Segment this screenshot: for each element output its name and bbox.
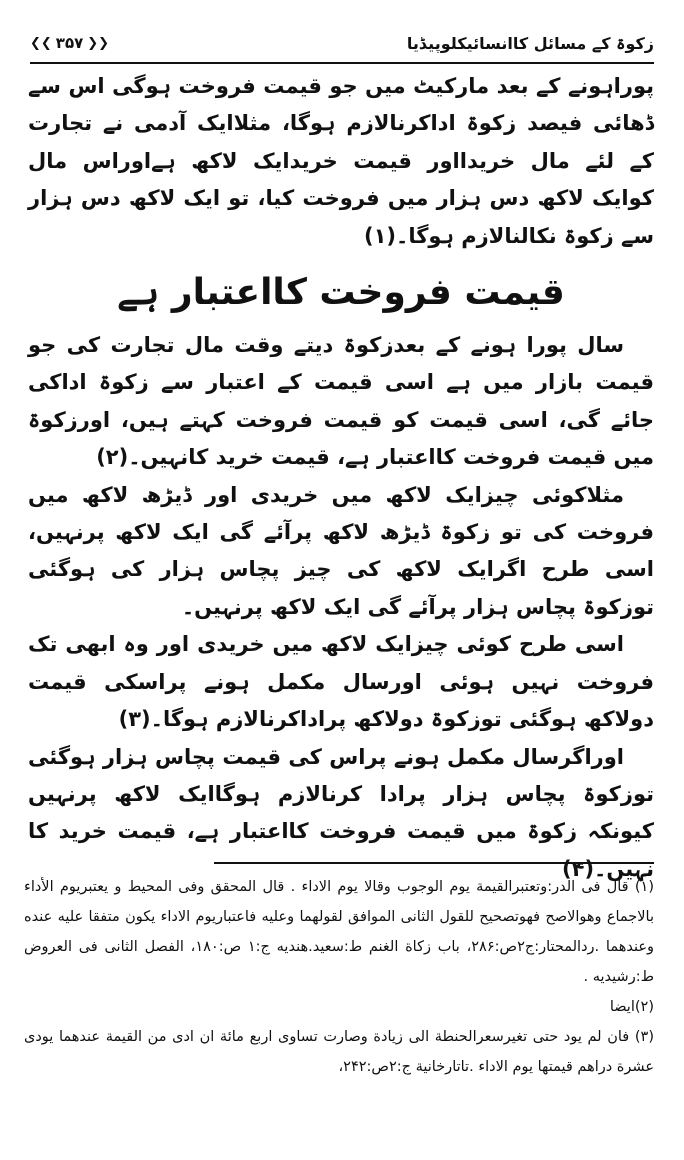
running-header xyxy=(30,26,654,60)
footnote: (۱) قال فی الدر:وتعتبرالقیمة یوم الوجوب وقالا یوم الاداء . قال المحقق وفی المحیط و یعتبریوم الأداء بالاجماع وهوالاصح فهوتصحیح للقول الثانی الموافق لقولهما وعلیه فاعتباریوم الاداء یکون متفقا علیه عنده وعندهما .ردالمحتار:ج۲ص:۲۸۶، باب زکاة الغنم ط:سعید.هندیه ج:۱ ص:۱۸۰، الفصل الثانی فی العروض ط:رشیدیه . xyxy=(24,879,654,985)
footnote: (۳) فان لم یود حتی تغیرسعرالحنطة الی زیادة وصارت تساوی اربع مائة ان ادی من القیمة عندهما یودی عشرة دراهم قیمتها یوم الاداء .تاتارخانیة ج:۲ص:۲۴۲، xyxy=(24,1029,654,1075)
page-number-box xyxy=(30,34,109,52)
section-paragraph: سال پورا ہونے کے بعدزکوۃ دیتے وقت مال تجارت کی جو قیمت بازار میں ہے اسی قیمت کے اعتبار سے زکوۃ اداکی جائے گی، اسی قیمت کو قیمت فروخت کہتے ہیں، اورزکوۃ میں قیمت فروخت کااعتبار ہے، قیمت خرید کانہیں۔(۲) xyxy=(28,333,654,470)
section-heading: قیمت فروخت کااعتبار ہے xyxy=(117,272,565,314)
footnotes xyxy=(24,872,654,1082)
book-title: زکوۃ کے مسائل کاانسائیکلوپیڈیا xyxy=(406,33,654,53)
section-paragraph: اوراگرسال مکمل ہونے پراس کی قیمت پچاس ہزار ہوگئی توزکوۃ پچاس ہزار پرادا کرنالازم ہوگاایک لاکھ پرنہیں کیونکہ زکوۃ میں قیمت فروخت کااعتبار ہے، قیمت خرید کا نہیں۔(۴) xyxy=(28,744,654,881)
header-divider xyxy=(30,62,654,64)
paragraph-continued: پوراہونے کے بعد مارکیٹ میں جو قیمت فروخت ہوگی اس سے ڈھائی فیصد زکوۃ اداکرنالازم ہوگا، مثلاایک آدمی نے تجارت کے لئے مال خریدااور قیمت خریدایک لاکھ ہےاوراس مال کوایک لاکھ دس ہزار میں فروخت کیا، تو ایک لاکھ دس ہزار سے زکوۃ نکالنالازم ہوگا۔(۱) xyxy=(28,74,654,248)
section-paragraph: مثلاکوئی چیزایک لاکھ میں خریدی اور ڈیڑھ لاکھ میں فروخت کی تو زکوۃ ڈیڑھ لاکھ پرآئے گی ایک لاکھ پرنہیں، اسی طرح اگرایک لاکھ کی چیز پچاس ہزار کی ہوگئی توزکوۃ پچاس ہزار پرآئے گی ایک لاکھ پرنہیں۔ xyxy=(28,482,654,619)
ornament-right-icon: ❯❯ xyxy=(87,35,110,51)
main-text xyxy=(28,68,654,888)
footnote: (۲)ایضا xyxy=(609,999,654,1015)
ornament-left-icon: ❮❮ xyxy=(30,35,52,51)
section-paragraph: اسی طرح کوئی چیزایک لاکھ میں خریدی اور وہ ابھی تک فروخت نہیں ہوئی اورسال مکمل ہونے پراسکی قیمت دولاکھ ہوگئی توزکوۃ دولاکھ پراداکرنالازم ہوگا۔(۳) xyxy=(28,632,654,732)
footnote-divider xyxy=(214,862,654,864)
page-number: ۳۵۷ xyxy=(55,34,84,52)
